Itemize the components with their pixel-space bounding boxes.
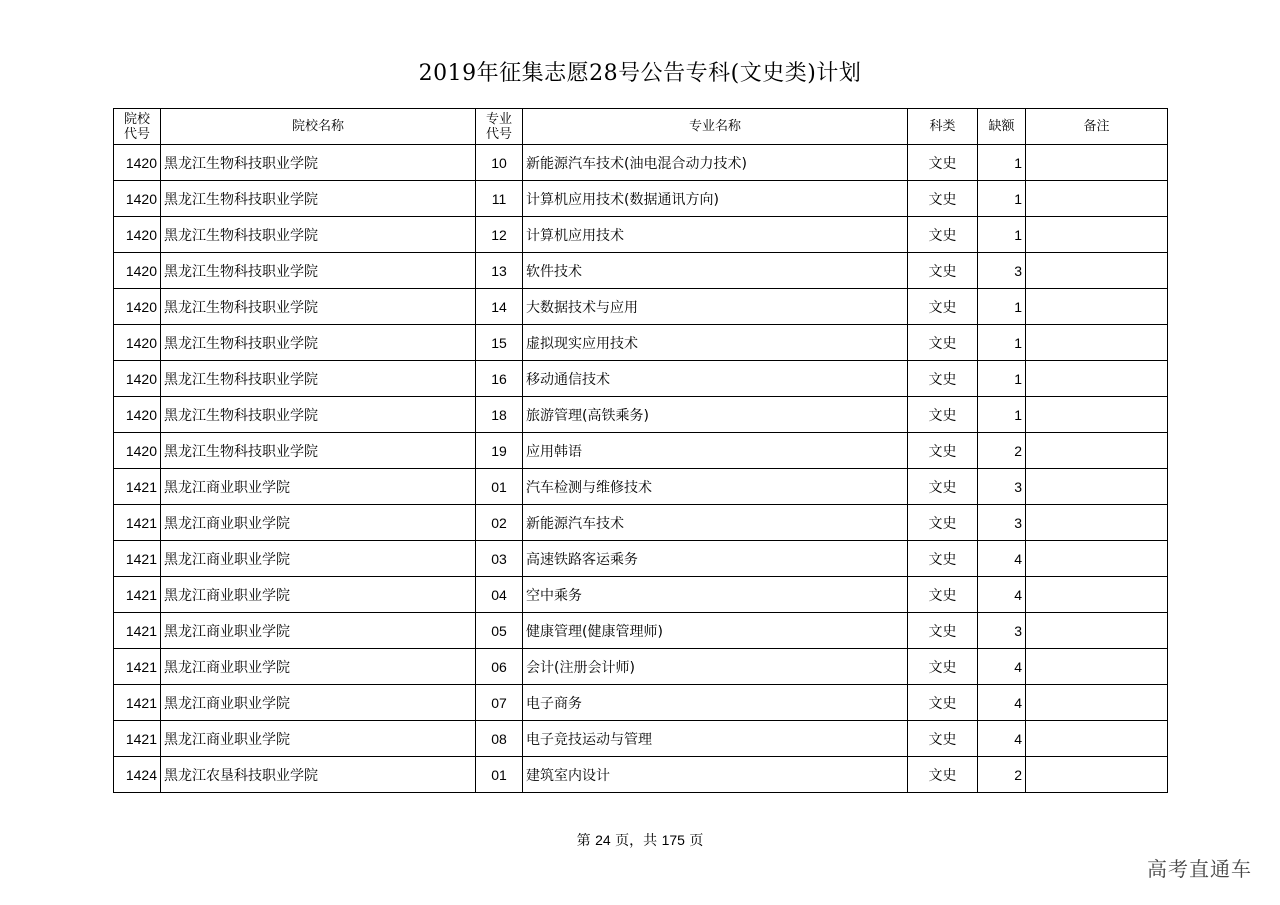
vacancy-cell: 4 [978,721,1026,757]
school-code-cell: 1420 [114,289,161,325]
category-cell: 文史 [908,757,978,793]
remarks-cell [1026,649,1168,685]
remarks-cell [1026,325,1168,361]
major-code-cell: 03 [476,541,523,577]
school-code-cell: 1421 [114,469,161,505]
page-footer [0,830,1280,850]
major-name-cell: 会计(注册会计师) [523,649,908,685]
major-code-cell: 19 [476,433,523,469]
school-code-cell: 1424 [114,757,161,793]
category-cell: 文史 [908,685,978,721]
school-code-cell: 1420 [114,181,161,217]
header-school-code-line2: 代号 [123,126,150,142]
table-row [114,541,1168,577]
remarks-cell [1026,253,1168,289]
remarks-cell [1026,469,1168,505]
school-name-cell: 黑龙江商业职业学院 [161,505,476,541]
major-code-cell: 05 [476,613,523,649]
footer-middle: 页，共 [610,833,662,849]
category-cell: 文史 [908,181,978,217]
footer-suffix: 页 [684,833,704,849]
remarks-cell [1026,757,1168,793]
vacancy-cell: 1 [978,397,1026,433]
table-body [114,145,1168,793]
major-code-cell: 15 [476,325,523,361]
major-name-cell: 旅游管理(高铁乘务) [523,397,908,433]
major-code-cell: 01 [476,757,523,793]
vacancy-cell: 1 [978,361,1026,397]
category-cell: 文史 [908,469,978,505]
school-name-cell: 黑龙江生物科技职业学院 [161,289,476,325]
category-cell: 文史 [908,505,978,541]
school-code-cell: 1421 [114,505,161,541]
remarks-cell [1026,721,1168,757]
major-code-cell: 11 [476,181,523,217]
table-row [114,253,1168,289]
category-cell: 文史 [908,649,978,685]
vacancy-cell: 3 [978,253,1026,289]
major-code-cell: 10 [476,145,523,181]
major-name-cell: 汽车检测与维修技术 [523,469,908,505]
school-code-cell: 1421 [114,541,161,577]
school-code-cell: 1421 [114,649,161,685]
remarks-cell [1026,541,1168,577]
table-row [114,505,1168,541]
table-row [114,469,1168,505]
major-name-cell: 新能源汽车技术(油电混合动力技术) [523,145,908,181]
remarks-cell [1026,145,1168,181]
school-code-cell: 1421 [114,685,161,721]
table-row [114,685,1168,721]
major-name-cell: 电子商务 [523,685,908,721]
major-name-cell: 建筑室内设计 [523,757,908,793]
category-cell: 文史 [908,253,978,289]
table-row [114,433,1168,469]
category-cell: 文史 [908,613,978,649]
remarks-cell [1026,505,1168,541]
major-name-cell: 高速铁路客运乘务 [523,541,908,577]
header-major-code [476,109,523,145]
school-name-cell: 黑龙江商业职业学院 [161,577,476,613]
major-name-cell: 健康管理(健康管理师) [523,613,908,649]
vacancy-cell: 4 [978,685,1026,721]
school-code-cell: 1420 [114,361,161,397]
header-remarks: 备注 [1026,109,1168,145]
header-school-code-line1: 院校 [123,111,150,127]
major-code-cell: 14 [476,289,523,325]
category-cell: 文史 [908,145,978,181]
major-name-cell: 软件技术 [523,253,908,289]
table-row [114,721,1168,757]
vacancy-cell: 1 [978,325,1026,361]
major-code-cell: 08 [476,721,523,757]
vacancy-cell: 4 [978,541,1026,577]
remarks-cell [1026,685,1168,721]
major-name-cell: 空中乘务 [523,577,908,613]
vacancy-cell: 1 [978,145,1026,181]
category-cell: 文史 [908,325,978,361]
major-code-cell: 16 [476,361,523,397]
school-name-cell: 黑龙江商业职业学院 [161,469,476,505]
table-row [114,145,1168,181]
vacancy-cell: 4 [978,649,1026,685]
school-name-cell: 黑龙江生物科技职业学院 [161,397,476,433]
major-code-cell: 13 [476,253,523,289]
school-name-cell: 黑龙江生物科技职业学院 [161,433,476,469]
header-vacancy: 缺额 [978,109,1026,145]
school-name-cell: 黑龙江生物科技职业学院 [161,253,476,289]
vacancy-cell: 3 [978,469,1026,505]
major-name-cell: 计算机应用技术(数据通讯方向) [523,181,908,217]
vacancy-cell: 1 [978,289,1026,325]
school-name-cell: 黑龙江商业职业学院 [161,613,476,649]
school-name-cell: 黑龙江商业职业学院 [161,721,476,757]
vacancy-cell: 2 [978,433,1026,469]
footer-prefix: 第 [576,833,596,849]
major-name-cell: 计算机应用技术 [523,217,908,253]
remarks-cell [1026,289,1168,325]
remarks-cell [1026,613,1168,649]
remarks-cell [1026,397,1168,433]
page-title: 2019年征集志愿28号公告专科(文史类)计划 [418,61,862,86]
header-school-code [114,109,161,145]
school-name-cell: 黑龙江商业职业学院 [161,541,476,577]
remarks-cell [1026,217,1168,253]
table-row [114,397,1168,433]
category-cell: 文史 [908,289,978,325]
header-school-name: 院校名称 [161,109,476,145]
major-code-cell: 07 [476,685,523,721]
vacancy-cell: 2 [978,757,1026,793]
major-code-cell: 18 [476,397,523,433]
major-name-cell: 大数据技术与应用 [523,289,908,325]
school-code-cell: 1421 [114,613,161,649]
major-code-cell: 01 [476,469,523,505]
vacancy-cell: 1 [978,217,1026,253]
vacancy-cell: 1 [978,181,1026,217]
major-name-cell: 电子竞技运动与管理 [523,721,908,757]
school-code-cell: 1420 [114,397,161,433]
school-name-cell: 黑龙江生物科技职业学院 [161,145,476,181]
table-row [114,181,1168,217]
table-row [114,325,1168,361]
school-code-cell: 1420 [114,325,161,361]
major-code-cell: 02 [476,505,523,541]
category-cell: 文史 [908,397,978,433]
school-code-cell: 1420 [114,253,161,289]
remarks-cell [1026,361,1168,397]
table-row [114,757,1168,793]
table-header-row [114,109,1168,145]
header-major-code-line2: 代号 [485,126,512,142]
header-major-name: 专业名称 [523,109,908,145]
category-cell: 文史 [908,433,978,469]
school-name-cell: 黑龙江商业职业学院 [161,685,476,721]
vacancy-cell: 4 [978,577,1026,613]
major-name-cell: 虚拟现实应用技术 [523,325,908,361]
remarks-cell [1026,577,1168,613]
school-name-cell: 黑龙江商业职业学院 [161,649,476,685]
watermark: 高考直通车 [1147,857,1252,881]
table-row [114,289,1168,325]
school-name-cell: 黑龙江生物科技职业学院 [161,325,476,361]
table-row [114,649,1168,685]
major-code-cell: 04 [476,577,523,613]
plan-table [113,108,1168,793]
vacancy-cell: 3 [978,505,1026,541]
school-code-cell: 1420 [114,217,161,253]
school-name-cell: 黑龙江生物科技职业学院 [161,217,476,253]
footer-page-number: 24 [595,832,611,848]
school-code-cell: 1421 [114,577,161,613]
table-row [114,361,1168,397]
remarks-cell [1026,181,1168,217]
school-code-cell: 1421 [114,721,161,757]
category-cell: 文史 [908,721,978,757]
table-row [114,613,1168,649]
school-name-cell: 黑龙江生物科技职业学院 [161,181,476,217]
header-category: 科类 [908,109,978,145]
school-name-cell: 黑龙江生物科技职业学院 [161,361,476,397]
major-code-cell: 06 [476,649,523,685]
remarks-cell [1026,433,1168,469]
category-cell: 文史 [908,361,978,397]
category-cell: 文史 [908,217,978,253]
school-code-cell: 1420 [114,433,161,469]
major-name-cell: 移动通信技术 [523,361,908,397]
category-cell: 文史 [908,541,978,577]
major-name-cell: 应用韩语 [523,433,908,469]
major-name-cell: 新能源汽车技术 [523,505,908,541]
school-code-cell: 1420 [114,145,161,181]
school-name-cell: 黑龙江农垦科技职业学院 [161,757,476,793]
major-code-cell: 12 [476,217,523,253]
vacancy-cell: 3 [978,613,1026,649]
table-row [114,577,1168,613]
header-major-code-line1: 专业 [485,111,512,127]
table-row [114,217,1168,253]
footer-total-pages: 175 [661,832,685,848]
category-cell: 文史 [908,577,978,613]
